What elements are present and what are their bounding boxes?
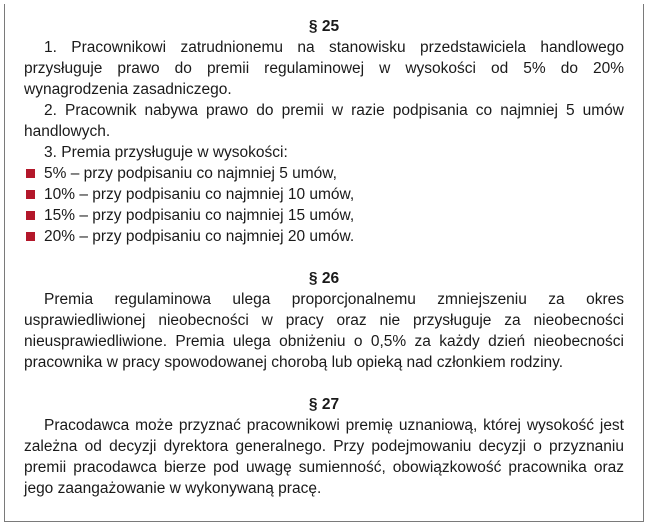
- section-25-paragraph-3: 3. Premia przysługuje w wysokości:: [44, 144, 288, 161]
- section-heading-27: § 27: [308, 396, 340, 413]
- square-bullet-icon: [26, 232, 35, 241]
- section-25-paragraph-2: 2. Pracownik nabywa prawo do premii w razie podpisania co najmniej 5 umów handlowych.: [24, 102, 624, 140]
- list-item-text: 20% – przy podpisaniu co najmniej 20 umów.: [44, 228, 355, 245]
- section-spacer: [24, 247, 624, 268]
- list-item: [24, 226, 624, 247]
- regulation-document: [24, 16, 624, 499]
- section-25-paragraph-1: 1. Pracownikowi zatrudnionemu na stanowisku przedstawiciela handlowego przysługuje prawo do premii regulaminowej w wysokości od 5% do 20% wynagrodzenia zasadniczego.: [24, 39, 624, 98]
- list-item-text: 15% – przy podpisaniu co najmniej 15 umów,: [44, 207, 355, 224]
- list-item-text: 10% – przy podpisaniu co najmniej 10 umów,: [44, 186, 355, 203]
- list-item: [24, 163, 624, 184]
- list-item: [24, 205, 624, 226]
- bonus-rate-list: [24, 163, 624, 247]
- square-bullet-icon: [26, 211, 35, 220]
- section-spacer: [24, 373, 624, 394]
- section-27-paragraph-1: Pracodawca może przyznać pracownikowi premię uznaniową, której wysokość jest zależna od decyzji dyrektora generalnego. Przy podejmowaniu decyzji o przyznaniu premii pracodawca bierze pod uwagę sumienność, obowiązkowość pracownika oraz jego zaangażowanie w wykonywaną pracę.: [24, 417, 624, 497]
- square-bullet-icon: [26, 190, 35, 199]
- square-bullet-icon: [26, 169, 35, 178]
- section-heading-25: § 25: [308, 18, 340, 35]
- list-item: [24, 184, 624, 205]
- section-26-paragraph-1: Premia regulaminowa ulega proporcjonalnemu zmniejszeniu za okres usprawiedliwionej nieobecności w pracy oraz nie przysługuje za nieobecności nieusprawiedliwione. Premia ulega obniżeniu o 0,5% za każdy dzień nieobecności pracownika w pracy spowodowanej chorobą lub opieką nad członkiem rodziny.: [24, 291, 624, 371]
- list-item-text: 5% – przy podpisaniu co najmniej 5 umów,: [44, 165, 337, 182]
- section-heading-26: § 26: [308, 270, 340, 287]
